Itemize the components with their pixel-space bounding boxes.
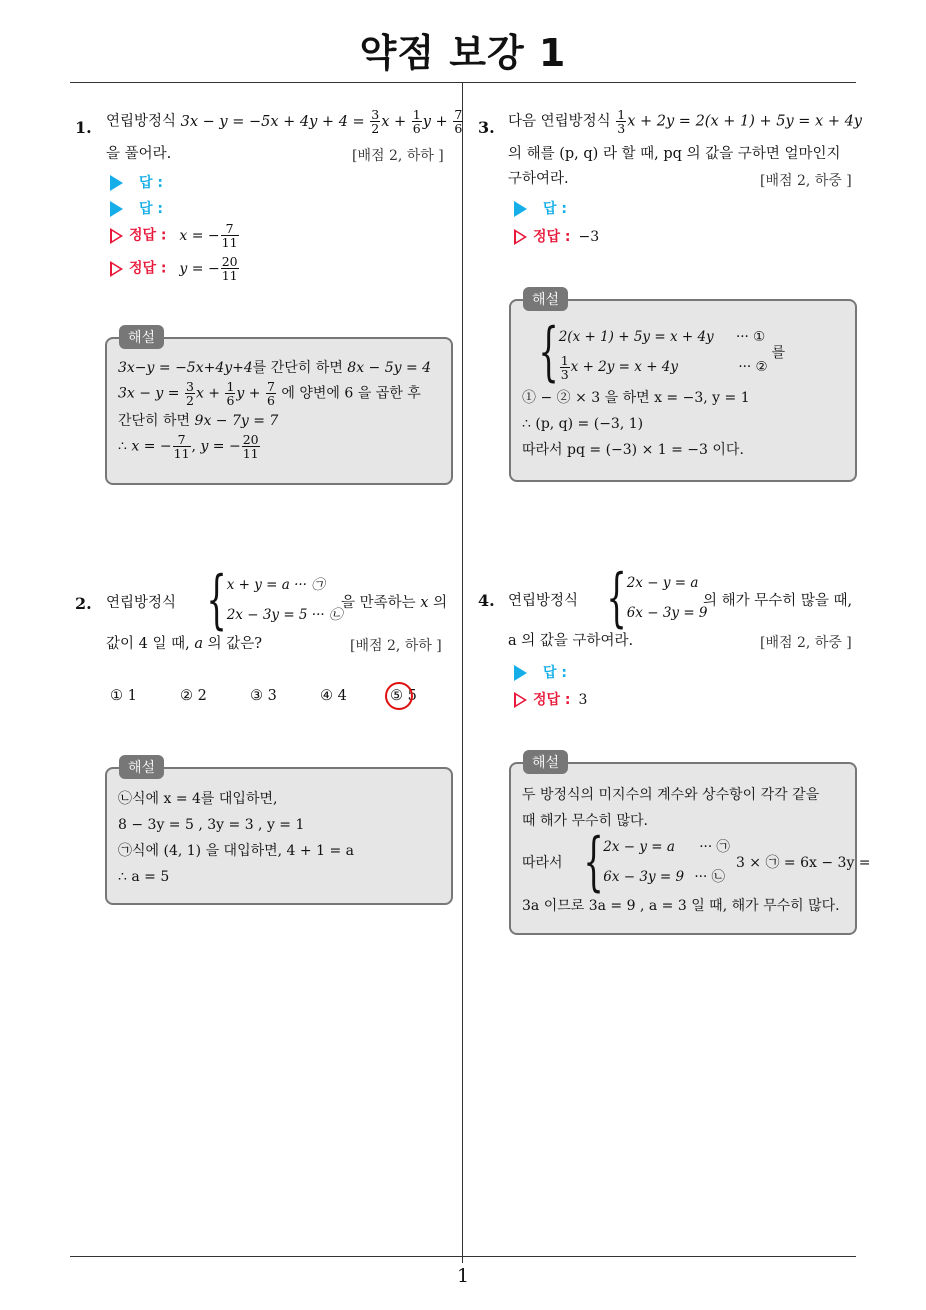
q4-answer-blank: 답 : xyxy=(514,662,567,682)
q2-choice-4[interactable]: ④ 4 xyxy=(320,688,347,704)
q3-exp-line3: ∴ (p, q) = (−3, 1) xyxy=(522,416,644,432)
q2-choice-5[interactable]: ⑤ 5 xyxy=(390,688,417,704)
q2-meta: [배점 2, 하하 ] xyxy=(350,638,442,654)
q4-line2: a 의 값을 구하여라. xyxy=(508,633,634,649)
q2-line2: 값이 4 일 때, a 의 값은? xyxy=(106,636,262,652)
q3-exp-line2: ① − ② × 3 을 하면 x = −3, y = 1 xyxy=(522,390,750,406)
q1-exp-line2: 3x − y = $\frac{3}{2}$ x + $\frac{1}{6}$ y + $\frac{7}{6}$ 에 양변에 6 을 곱한 후 xyxy=(118,379,421,408)
q1-equation: 3x − y = −5x + 4y + 4 = $\frac{3}{2}$ x + $\frac{1}{6}$ y + $\frac{7}{6}$ xyxy=(180,107,463,136)
q4-number: 4. xyxy=(478,591,495,610)
play-outline-icon xyxy=(110,228,123,244)
play-icon xyxy=(514,665,527,681)
q2-choice-2[interactable]: ② 2 xyxy=(180,688,207,704)
bottom-rule xyxy=(70,1256,856,1257)
page-title: 약점 보강 1 xyxy=(359,31,567,75)
q4-explanation-tag: 해설 xyxy=(523,750,568,774)
q3-exp-system: { 2(x + 1) + 5y = x + 4y ··· ① $\frac{1}{3}$ x + 2y = x + 4y ··· ② 를 xyxy=(538,315,786,389)
play-outline-icon xyxy=(110,261,123,277)
q2-system: { x + y = a ··· ㉠ 2x − 3y = 5 ··· ㉡ xyxy=(206,563,343,637)
q4-system: { 2x − y = a 6x − 3y = 9 xyxy=(606,561,708,635)
q1-answer-blank-1: 답 : xyxy=(110,172,163,192)
q2-exp-line2: 8 − 3y = 5 , 3y = 3 , y = 1 xyxy=(118,817,305,833)
q3-number: 3. xyxy=(478,118,495,137)
q4-exp-line2: 때 해가 무수히 많다. xyxy=(522,813,648,829)
page-number: 1 xyxy=(456,1265,470,1287)
q4-meta: [배점 2, 하중 ] xyxy=(760,635,852,651)
play-icon xyxy=(110,175,123,191)
q4-prompt-end: 의 해가 무수히 많을 때, xyxy=(703,593,853,609)
q4-exp-system: 따라서 { 2x − y = a ··· ㉠ 6x − 3y = 9 ··· ㉡ 3 × ㉠ = 6x − 3y = xyxy=(522,825,871,899)
column-divider xyxy=(462,83,463,1263)
q1-correct-answer-x: 정답 : x = − $\frac{7}{11}$ xyxy=(110,222,240,249)
q3-meta: [배점 2, 하중 ] xyxy=(760,173,852,189)
q3-correct-answer: 정답 : −3 xyxy=(514,226,599,246)
q1-number: 1. xyxy=(75,118,92,137)
q3-exp-line4: 따라서 pq = (−3) × 1 = −3 이다. xyxy=(522,442,744,458)
q4-correct-answer: 정답 : 3 xyxy=(514,689,587,709)
q4-exp-line4: 3a 이므로 3a = 9 , a = 3 일 때, 해가 무수히 많다. xyxy=(522,898,840,914)
q1-answer-blank-2: 답 : xyxy=(110,198,163,218)
q1-meta: [배점 2, 하하 ] xyxy=(352,148,444,164)
q2-exp-line3: ㉠식에 (4, 1) 을 대입하면, 4 + 1 = a xyxy=(118,843,354,859)
q2-exp-line1: ㉡식에 x = 4를 대입하면, xyxy=(118,791,278,807)
q1-prompt-end: 을 풀어라. xyxy=(106,146,172,162)
q2-choice-1[interactable]: ① 1 xyxy=(110,688,137,704)
q3-answer-blank: 답 : xyxy=(514,198,567,218)
selected-answer-circle xyxy=(385,682,413,710)
q2-exp-line4: ∴ a = 5 xyxy=(118,869,170,885)
q1-prompt-start: 연립방정식 xyxy=(106,113,177,130)
q2-prompt-start: 연립방정식 xyxy=(106,595,177,611)
q4-prompt-start: 연립방정식 xyxy=(508,593,579,609)
play-icon xyxy=(514,201,527,217)
q2-number: 2. xyxy=(75,594,92,613)
q1-exp-line4: ∴ x = − $\frac{7}{11}$ , y = − $\frac{20}{11}$ xyxy=(118,432,259,461)
q3-prompt: 다음 연립방정식 $\frac{1}{3}$ x + 2y = 2(x + 1) + 5y = x + 4y xyxy=(508,107,862,136)
q1-correct-answer-y: 정답 : y = − $\frac{20}{11}$ xyxy=(110,255,240,282)
play-outline-icon xyxy=(514,229,527,245)
q1-exp-line1: 3x−y = −5x+4y+4를 간단히 하면 8x − 5y = 4 xyxy=(118,360,432,376)
q4-exp-line1: 두 방정식의 미지수의 계수와 상수항이 각각 같을 xyxy=(522,787,820,803)
top-rule xyxy=(70,82,856,83)
q1-exp-line3: 간단히 하면 9x − 7y = 7 xyxy=(118,413,279,429)
play-outline-icon xyxy=(514,692,527,708)
q1-explanation-tag: 해설 xyxy=(119,325,164,349)
q2-explanation-tag: 해설 xyxy=(119,755,164,779)
q3-explanation-tag: 해설 xyxy=(523,287,568,311)
q1-prompt xyxy=(106,108,464,135)
q3-line3: 구하여라. xyxy=(508,171,569,187)
q2-choice-3[interactable]: ③ 3 xyxy=(250,688,277,704)
play-icon xyxy=(110,201,123,217)
q2-prompt-mid: 을 만족하는 x 의 xyxy=(341,595,448,611)
q3-line2: 의 해를 (p, q) 라 할 때, pq 의 값을 구하면 얼마인지 xyxy=(508,146,841,162)
